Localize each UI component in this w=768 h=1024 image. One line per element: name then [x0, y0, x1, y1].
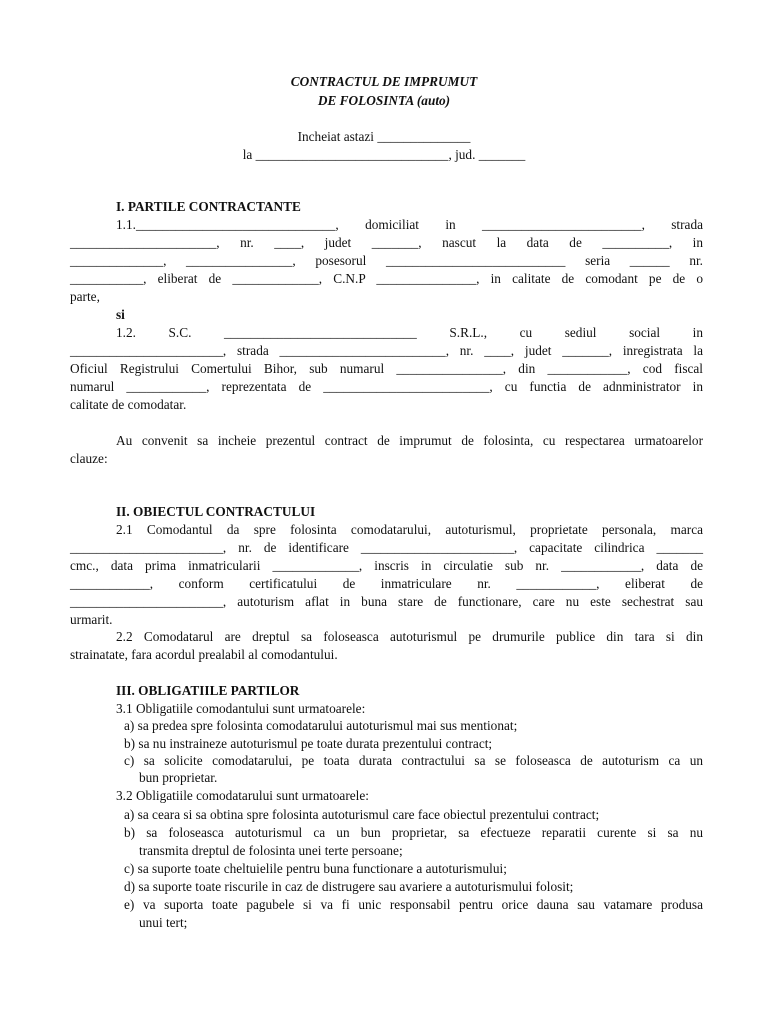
list-item-3-2: a) sa ceara si sa obtina spre folosinta autoturismul care face obiectul prezentului contract; [124, 807, 600, 822]
list-item-3-2-continuation: transmita dreptul de folosinta unei terte persoane; [139, 843, 403, 858]
paragraph-2-1-line: _______________________, nr. de identificare _______________________, capacitate cilindrica _______ [70, 540, 703, 555]
paragraph-1-2-line: calitate de comodatar. [70, 397, 187, 412]
paragraph-1-2-line: _______________________, strada _________________________, nr. ____, judet _______, inregistrata la [70, 343, 703, 358]
paragraph-1-2-line: Oficiul Registrului Comertului Bihor, sub numarul ________________, din ____________, cod fiscal [70, 361, 703, 376]
paragraph-1-1-line: ___________, eliberat de _____________, C.N.P _______________, in calitate de comodant pe de o [70, 271, 703, 286]
list-item-3-2: e) va suporta toate pagubele si va fi unic responsabil pentru orice dauna sau vatamare produsa [124, 897, 703, 912]
paragraph-3-2-intro: 3.2 Obligatiile comodatarului sunt urmatoarele: [116, 788, 369, 803]
paragraph-2-1-line: ____________, conform certificatului de inmatriculare nr. ____________, eliberat de [70, 576, 703, 591]
paragraph-2-2-line: 2.2 Comodatarul are dreptul sa foloseasca autoturismul pe drumurile publice din tara si din [116, 629, 703, 644]
document-title-line2: DE FOLOSINTA (auto) [317, 93, 451, 108]
section-heading-object: II. OBIECTUL CONTRACTULUI [116, 504, 316, 519]
agreement-line: clauze: [70, 451, 108, 466]
list-item-3-2-continuation: unui tert; [139, 915, 188, 930]
paragraph-3-1-intro: 3.1 Obligatiile comodantului sunt urmatoarele: [116, 701, 366, 716]
paragraph-1-1-line: 1.1.______________________________, domiciliat in ________________________, strada [116, 217, 703, 232]
paragraph-1-2-line: 1.2. S.C. _____________________________ S.R.L., cu sediul social in [116, 325, 703, 340]
paragraph-1-2-line: numarul ____________, reprezentata de _________________________, cu functia de adnministrator in [70, 379, 703, 394]
list-item-3-2: d) sa suporte toate riscurile in caz de distrugere sau avariere a autoturismului folosit; [124, 879, 574, 894]
list-item-3-2: c) sa suporte toate cheltuielile pentru buna functionare a autoturismului; [124, 861, 507, 876]
paragraph-2-1-line: 2.1 Comodantul da spre folosinta comodatarului, autoturismul, proprietate personala, marca [116, 522, 703, 537]
paragraph-2-1-line: urmarit. [70, 612, 113, 627]
paragraph-2-1-line: cmc., data prima inmatricularii _____________, inscris in circulatie sub nr. ____________, data de [70, 558, 703, 573]
paragraph-2-1-line: _______________________, autoturism aflat in buna stare de functionare, care nu este sechestrat sau [70, 594, 703, 609]
concluded-place-line: la _____________________________, jud. _______ [242, 147, 526, 162]
list-item-3-1-continuation: bun proprietar. [139, 770, 218, 785]
list-item-3-1: c) sa solicite comodatarului, pe toata durata contractului sa se foloseasca de autoturism ca un [124, 753, 703, 768]
concluded-date-line: Incheiat astazi ______________ [297, 129, 471, 144]
conjunction-si: si [116, 307, 125, 322]
paragraph-2-2-line: strainatate, fara acordul prealabil al comodantului. [70, 647, 338, 662]
section-heading-obligations: III. OBLIGATIILE PARTILOR [116, 683, 300, 698]
list-item-3-1: b) sa nu instraineze autoturismul pe toate durata prezentului contract; [124, 736, 493, 751]
list-item-3-1: a) sa predea spre folosinta comodatarului autoturismul mai sus mentionat; [124, 718, 518, 733]
list-item-3-2: b) sa foloseasca autoturismul ca un bun proprietar, sa efectueze reparatii curente si sa nu [124, 825, 703, 840]
paragraph-1-1-line: ______________________, nr. ____, judet _______, nascut la data de __________, in [70, 235, 703, 250]
section-heading-parties: I. PARTILE CONTRACTANTE [116, 199, 301, 214]
document-title-line1: CONTRACTUL DE IMPRUMUT [290, 74, 478, 89]
agreement-line: Au convenit sa incheie prezentul contract de imprumut de folosinta, cu respectarea urmatoarelor [116, 433, 703, 448]
paragraph-1-1-line: ______________, ________________, posesorul ___________________________ seria ______ nr. [70, 253, 703, 268]
paragraph-1-1-line: parte, [70, 289, 100, 304]
